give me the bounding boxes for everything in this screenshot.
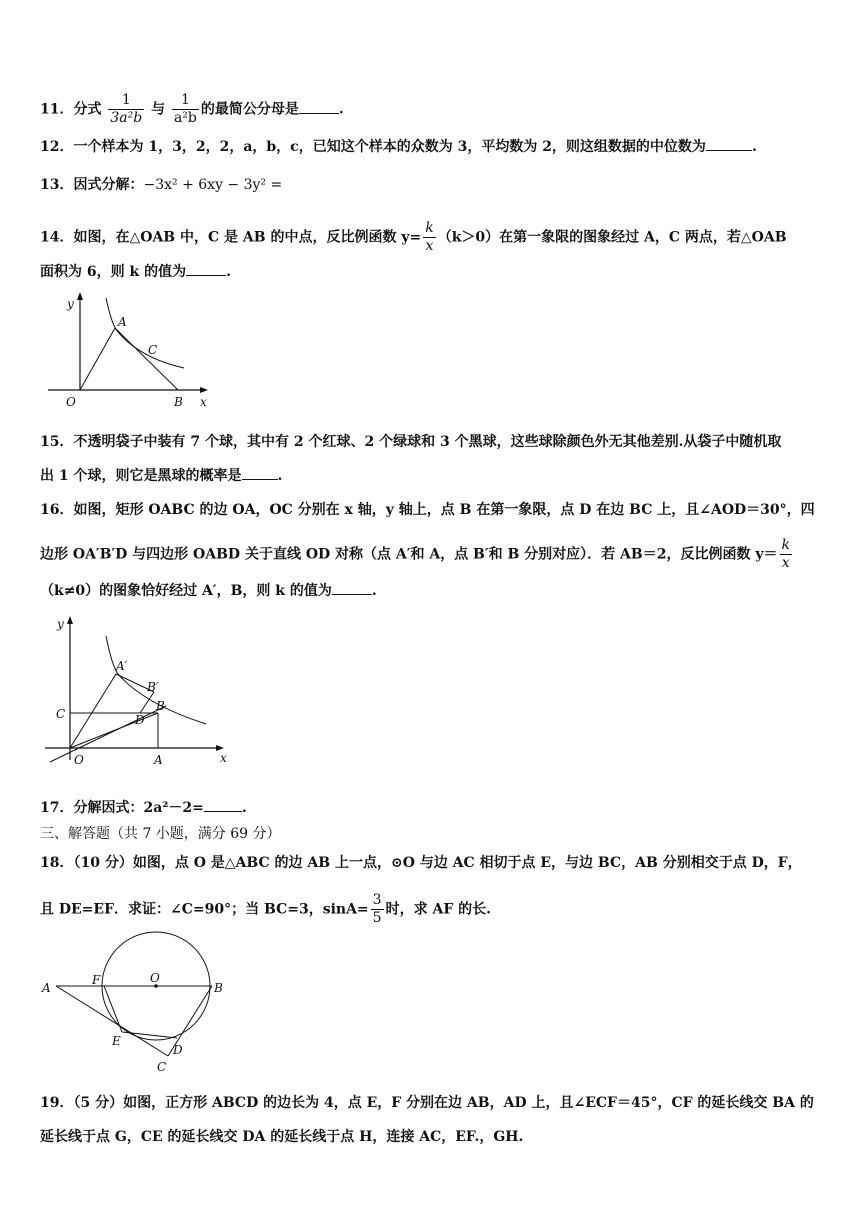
q13-expression: −3x² + 6xy − 3y² <box>143 177 267 193</box>
question-16-line-2 <box>40 537 794 572</box>
q11-end: . <box>338 101 344 118</box>
q16-text-c: （k≠0）的图象恰好经过 A′，B，则 k 的值为 <box>40 583 332 599</box>
label-A: A <box>154 753 163 767</box>
q16-text-a: 16．如图，矩形 OABC 的边 OA，OC 分别在 x 轴，y 轴上，点 B 在第一象限，点 D 在边 BC 上，且∠AOD＝30°，四 <box>40 502 815 518</box>
question-15-line-2 <box>40 465 282 486</box>
question-12 <box>40 136 757 157</box>
q11-frac2-num: 1 <box>172 92 199 110</box>
label-x: x <box>220 751 227 765</box>
q11-frac1-num: 1 <box>108 92 144 110</box>
q13-text: 13．因式分解： <box>40 177 144 193</box>
question-18-line-1 <box>40 853 802 873</box>
q11-frac1-den: 3a²b <box>110 110 143 126</box>
q11-text-b: 的最简公分母是 <box>200 101 299 118</box>
triangle-oab <box>80 328 178 390</box>
answer-blank <box>186 261 226 276</box>
q14-fraction <box>423 220 435 255</box>
segment-ob <box>70 713 158 748</box>
q18-frac-num: 3 <box>372 892 382 908</box>
label-B: B <box>214 981 223 995</box>
label-O: O <box>150 971 160 985</box>
answer-blank <box>204 797 242 812</box>
q19-text-a: 19．（5 分）如图，正方形 ABCD 的边长为 4，点 E，F 分别在边 AB，AD 上，且∠ECF＝45°，CF 的延长线交 BA 的 <box>40 1095 814 1111</box>
q16-text-b: 边形 OA′B′D 与四边形 OABD 关于直线 OD 对称（点 A′和 A，点 B′和 B 分别对应）．若 AB＝2，反比例函数 y＝ <box>40 546 778 563</box>
label-A-prime: A′ <box>116 659 128 673</box>
label-O: O <box>74 753 84 767</box>
answer-blank <box>332 580 372 595</box>
label-A: A <box>42 981 51 995</box>
q14-text-b: （k＞0）在第一象限的图象经过 A，C 两点，若△OAB <box>437 229 787 246</box>
label-E: E <box>112 1034 121 1048</box>
label-C: C <box>56 707 66 721</box>
question-14-line-2 <box>40 261 231 282</box>
label-D: D <box>135 713 145 727</box>
label-y: y <box>67 297 74 311</box>
x-axis-arrow <box>200 387 208 393</box>
q14-text-a: 14．如图，在△OAB 中，C 是 AB 的中点，反比例函数 y= <box>40 229 422 246</box>
q12-text: 12．一个样本为 1，3，2，2，a，b，c，已知这个样本的众数为 3，平均数为 2，则这组数据的中位数为 <box>40 139 706 155</box>
segment-oa1 <box>70 674 116 748</box>
label-B: B <box>156 699 165 713</box>
q15-end: . <box>277 468 283 484</box>
q11-number: 11． <box>40 101 74 118</box>
q18-text-a: 18．（10 分）如图，点 O 是△ABC 的边 AB 上一点，⊙O 与边 AC 相切于点 E，与边 BC，AB 分别相交于点 D，F， <box>40 855 802 871</box>
y-axis-arrow <box>77 292 83 300</box>
question-14-line-1 <box>40 220 787 255</box>
figure-q16 <box>40 612 240 782</box>
q16-frac-num: k <box>781 537 790 553</box>
q18-fraction <box>371 892 384 927</box>
label-B-prime: B′ <box>147 680 159 694</box>
figure-q14 <box>40 290 220 415</box>
question-13 <box>40 175 282 195</box>
label-B: B <box>174 395 183 409</box>
q16-end: . <box>371 583 377 599</box>
question-17 <box>40 797 247 818</box>
answer-blank <box>242 465 278 480</box>
q18-text-b: 且 DE=EF．求证：∠C=90°；当 BC=3，sinA= <box>40 901 369 918</box>
section-3-title: 三、解答题（共 7 小题，满分 69 分） <box>40 826 281 842</box>
q12-end: . <box>751 139 757 155</box>
question-19-line-2 <box>40 1127 523 1147</box>
question-19-line-1 <box>40 1093 814 1113</box>
label-O: O <box>66 395 76 409</box>
question-15-line-1 <box>40 432 781 452</box>
q14-frac-num: k <box>425 220 434 236</box>
figure-q18 <box>40 930 240 1075</box>
q11-text-mid: 与 <box>151 101 166 118</box>
q16-fraction <box>780 537 792 572</box>
q15-text-b: 出 1 个球，则它是黑球的概率是 <box>40 468 242 484</box>
q17-end: . <box>241 800 247 816</box>
q14-end: . <box>226 264 231 280</box>
question-16-line-3 <box>40 580 377 601</box>
label-F: F <box>92 973 101 987</box>
q11-text-a: 分式 <box>73 101 102 118</box>
answer-blank <box>299 99 339 114</box>
q13-equals: = <box>266 177 283 193</box>
question-18-line-2 <box>40 892 491 927</box>
label-C: C <box>148 343 158 357</box>
q14-frac-den: x <box>425 238 434 254</box>
q18-text-c: 时，求 AF 的长. <box>385 901 492 918</box>
label-y: y <box>57 617 64 631</box>
section-heading <box>40 824 281 844</box>
q19-text-b: 延长线于点 G，CE 的延长线交 DA 的延长线于点 H，连接 AC，EF.，GH. <box>40 1129 524 1145</box>
segment-ed <box>122 1032 177 1038</box>
q11-fraction-1 <box>108 92 144 127</box>
line-od <box>50 706 166 762</box>
answer-blank <box>706 136 752 151</box>
question-16-line-1 <box>40 500 815 520</box>
label-D: D <box>173 1043 183 1057</box>
q17-text: 17．分解因式：2a²－2= <box>40 800 204 816</box>
q11-fraction-2 <box>172 92 199 127</box>
q11-frac2-den: a²b <box>173 110 197 126</box>
q16-frac-den: x <box>781 555 790 571</box>
q14-text-c: 面积为 6，则 k 的值为 <box>40 264 187 280</box>
q18-frac-den: 5 <box>372 910 382 926</box>
label-A: A <box>118 315 127 329</box>
question-11 <box>40 92 344 127</box>
q15-text-a: 15．不透明袋子中装有 7 个球，其中有 2 个红球、2 个绿球和 3 个黑球，这些球除颜色外无其他差别.从袋子中随机取 <box>40 434 782 450</box>
y-axis-arrow <box>67 616 73 624</box>
label-C: C <box>157 1060 167 1074</box>
label-x: x <box>200 395 207 409</box>
